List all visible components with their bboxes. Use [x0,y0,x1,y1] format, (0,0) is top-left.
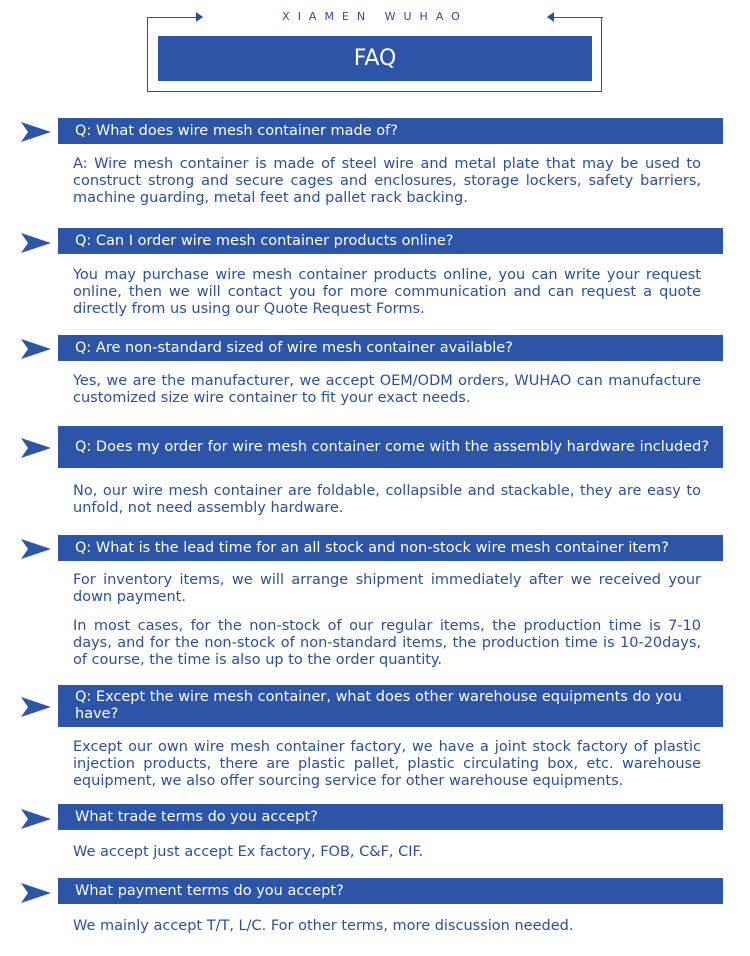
chevron-right-icon [20,437,52,459]
page-title: FAQ [158,36,592,81]
faq-question-4: Q: Does my order for wire mesh container come with the assembly hardware included? [58,426,723,468]
faq-question-1: Q: What does wire mesh container made of? [58,118,723,144]
faq-answer-5b: In most cases, for the non-stock of our regular items, the production time is 7-10 days, and for the non-stock of non-standard items, the production time is 10-20days, of course, the time is also up to the order quantity. [73,618,701,668]
chevron-right-icon [20,808,52,830]
faq-answer-6: Except our own wire mesh container factory, we have a joint stock factory of plastic injection products, there are plastic pallet, plastic circulating box, etc. warehouse equipment, we also offer sourcing service for other warehouse equipments. [73,739,701,789]
faq-answer-1: A: Wire mesh container is made of steel wire and metal plate that may be used to construct strong and secure cages and enclosures, storage lockers, safety barriers, machine guarding, metal feet and pallet rack backing. [73,156,701,206]
chevron-right-icon [20,882,52,904]
chevron-right-icon [20,338,52,360]
faq-question-5: Q: What is the lead time for an all stock and non-stock wire mesh container item? [58,535,723,561]
chevron-right-icon [20,232,52,254]
faq-question-3: Q: Are non-standard sized of wire mesh container available? [58,335,723,361]
faq-answer-7: We accept just accept Ex factory, FOB, C&F, CIF. [73,844,424,860]
faq-answer-2: You may purchase wire mesh container products online, you can write your request online, then we will contact you for more communication and can request a quote directly from us using our Quote Request Forms. [73,267,701,317]
faq-answer-8: We mainly accept T/T, L/C. For other terms, more discussion needed. [73,918,574,934]
brand-name: XIAMEN WUHAO [282,10,468,23]
faq-answer-5a: For inventory items, we will arrange shipment immediately after we received your down payment. [73,572,701,605]
faq-answer-3: Yes, we are the manufacturer, we accept OEM/ODM orders, WUHAO can manufacture customized size wire container to fit your exact needs. [73,373,701,406]
faq-question-8: What payment terms do you accept? [58,878,723,904]
faq-question-7: What trade terms do you accept? [58,804,723,830]
chevron-right-icon [20,696,52,718]
chevron-right-icon [20,538,52,560]
faq-question-6: Q: Except the wire mesh container, what does other warehouse equipments do you have? [58,685,723,727]
faq-answer-4: No, our wire mesh container are foldable, collapsible and stackable, they are easy to unfold, not need assembly hardware. [73,483,701,516]
faq-question-2: Q: Can I order wire mesh container products online? [58,228,723,254]
chevron-right-icon [20,121,52,143]
